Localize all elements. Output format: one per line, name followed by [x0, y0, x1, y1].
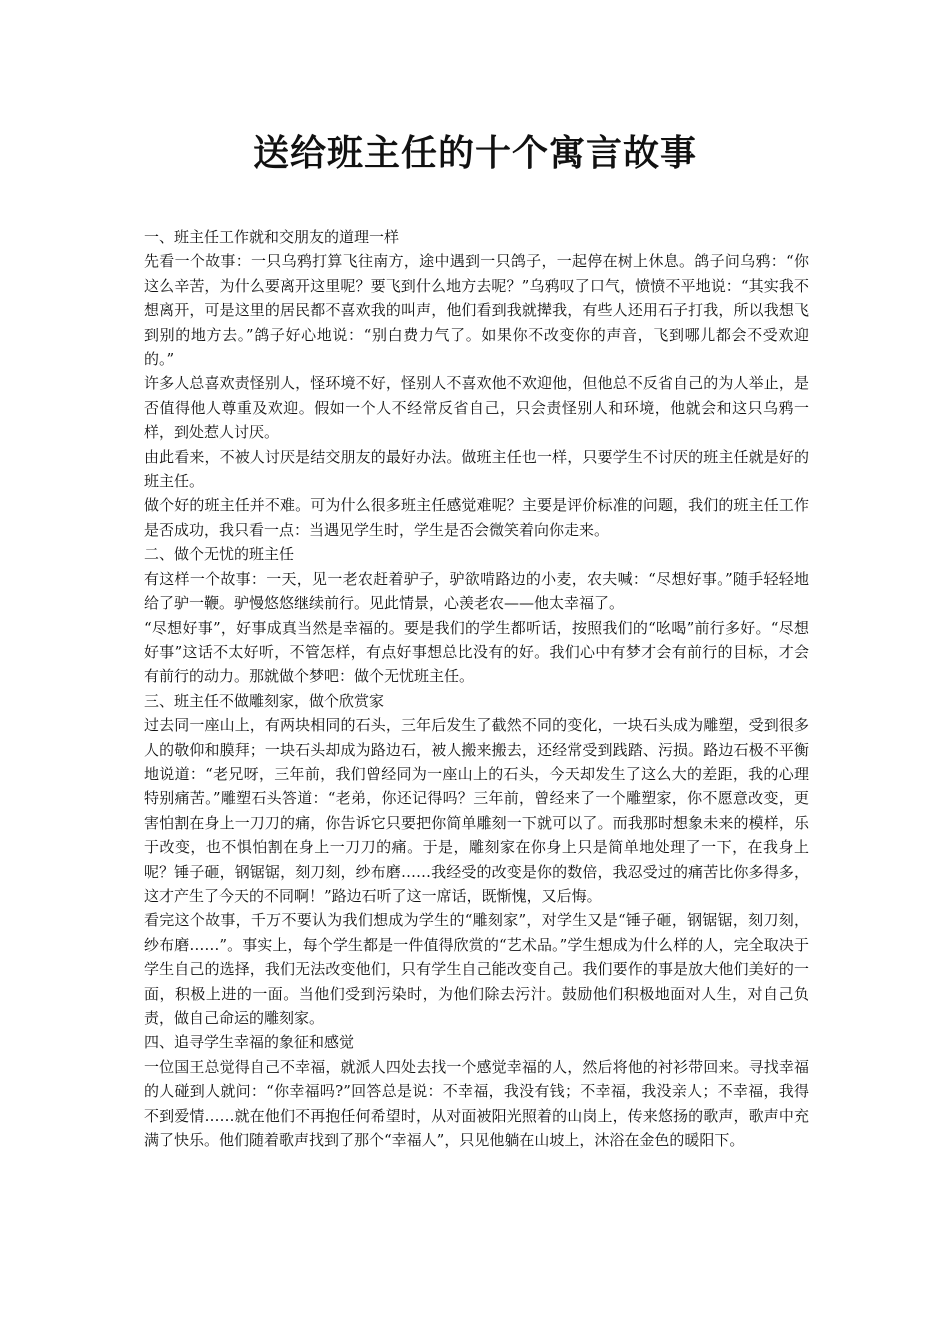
- document-body: [144, 225, 809, 1152]
- paragraph: 先看一个故事：一只乌鸦打算飞往南方，途中遇到一只鸽子，一起停在树上休息。鸽子问乌鸦：“你这么辛苦，为什么要离开这里呢？要飞到什么地方去呢？”乌鸦叹了口气，愤愤不平地说：“其实我不想离开，可是这里的居民都不喜欢我的叫声，他们看到我就撵我，有些人还用石子打我，所以我想飞到别的地方去。”鸽子好心地说：“别白费力气了。如果你不改变你的声音，飞到哪儿都会不受欢迎的。”: [144, 252, 809, 369]
- paragraph: 由此看来，不被人讨厌是结交朋友的最好办法。做班主任也一样，只要学生不讨厌的班主任就是好的班主任。: [144, 447, 809, 491]
- paragraph: 许多人总喜欢责怪别人，怪环境不好，怪别人不喜欢他不欢迎他，但他总不反省自己的为人举止，是否值得他人尊重及欢迎。假如一个人不经常反省自己，只会责怪别人和环境，他就会和这只乌鸦一样，到处惹人讨厌。: [144, 374, 809, 442]
- paragraph: 看完这个故事，千万不要认为我们想成为学生的“雕刻家”，对学生又是“锤子砸，钢锯锯，刻刀刻，纱布磨……”。事实上，每个学生都是一件值得欣赏的“艺术品。”学生想成为什么样的人，完全取决于学生自己的选择，我们无法改变他们，只有学生自己能改变自己。我们要作的事是放大他们美好的一面，积极上进的一面。当他们受到污染时，为他们除去污汁。鼓励他们积极地面对人生，对自己负责，做自己命运的雕刻家。: [144, 911, 809, 1027]
- section-heading: 一、班主任工作就和交朋友的道理一样: [144, 228, 400, 246]
- document-title: 送给班主任的十个寓言故事: [252, 132, 697, 174]
- paragraph: 一位国王总觉得自己不幸福，就派人四处去找一个感觉幸福的人，然后将他的衬衫带回来。寻找幸福的人碰到人就问：“你幸福吗?”回答总是说：不幸福，我没有钱；不幸福，我没亲人；不幸福，我得不到爱情……就在他们不再抱任何希望时，从对面被阳光照着的山岗上，传来悠扬的歌声，歌声中充满了快乐。他们随着歌声找到了那个“幸福人”，只见他躺在山坡上，沐浴在金色的暖阳下。: [144, 1057, 809, 1150]
- section-heading: 四、追寻学生幸福的象征和感觉: [144, 1033, 355, 1052]
- paragraph: “尽想好事”，好事成真当然是幸福的。要是我们的学生都听话，按照我们的“吆喝”前行多好。“尽想好事”这话不太好听，不管怎样，有点好事想总比没有的好。我们心中有梦才会有前行的目标，才会有前行的动力。那就做个梦吧：做个无忧班主任。: [144, 618, 809, 686]
- paragraph: 过去同一座山上，有两块相同的石头，三年后发生了截然不同的变化，一块石头成为雕塑，受到很多人的敬仰和膜拜；一块石头却成为路边石，被人搬来搬去，还经常受到践踏、污损。路边石极不平衡地说道：“老兄呀，三年前，我们曾经同为一座山上的石头，今天却发生了这么大的差距，我的心理特别痛苦。”雕塑石头答道：“老弟，你还记得吗？三年前，曾经来了一个雕塑家，你不愿意改变，更害怕割在身上一刀刀的痛，你告诉它只要把你简单雕刻一下就可以了。而我那时想象未来的模样，乐于改变，也不惧怕割在身上一刀刀的痛。于是，雕刻家在你身上只是简单地处理了一下，在我身上呢？锤子砸，钢锯锯，刻刀刻，纱布磨……我经受的改变是你的数倍，我忍受过的痛苦比你多得多，这才产生了今天的不同啊！”路边石听了这一席话，既惭愧，又后悔。: [144, 716, 809, 905]
- paragraph: 有这样一个故事：一天，见一老农赶着驴子，驴欲啃路边的小麦，农夫喊：“尽想好事。”随手轻轻地给了驴一鞭。驴慢悠悠继续前行。见此情景，心羡老农——他太幸福了。: [144, 569, 809, 613]
- section-heading: 三、班主任不做雕刻家，做个欣赏家: [144, 691, 385, 710]
- paragraph: 做个好的班主任并不难。可为什么很多班主任感觉难呢？主要是评价标准的问题，我们的班主任工作是否成功，我只看一点：当遇见学生时，学生是否会微笑着向你走来。: [144, 496, 809, 539]
- section-heading: 二、做个无忧的班主任: [144, 545, 295, 564]
